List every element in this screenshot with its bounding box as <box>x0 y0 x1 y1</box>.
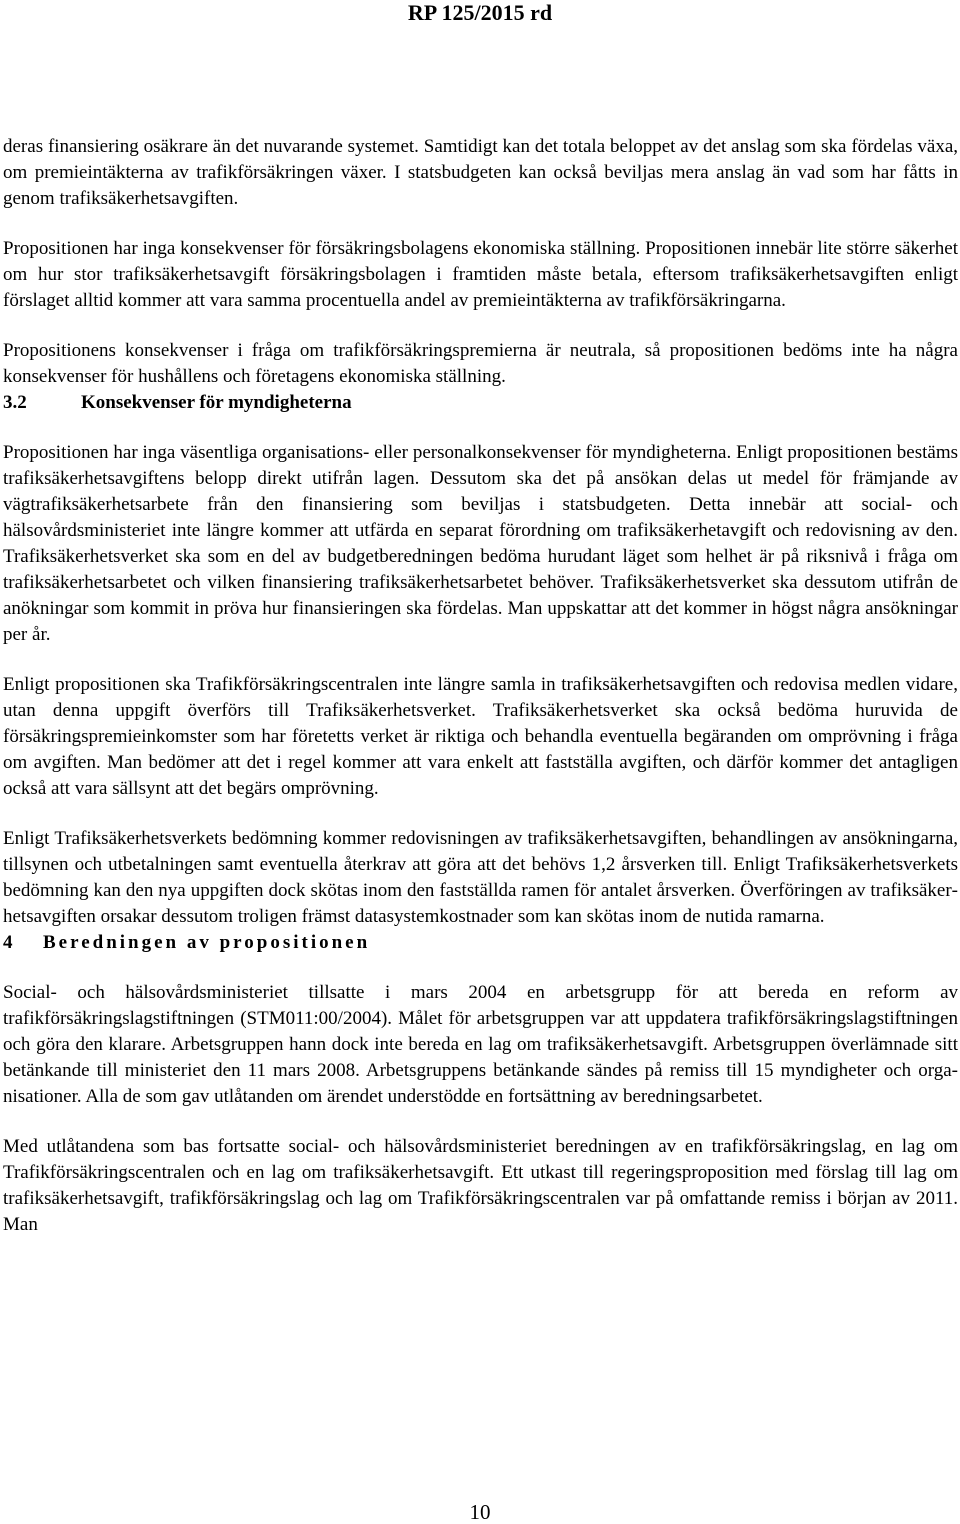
chapter-heading <box>3 930 958 956</box>
document-header <box>0 0 960 26</box>
paragraph: Propositionen har inga konsekvenser för försäkringsbolagens ekonomiska ställning. Propositionen innebär lite större säkerhet om hur stor trafiksäkerhetsavgift försäkringsbolagen i framtiden måste betala, eftersom trafiksäkerhetsavgiften enligt förslaget alltid kommer att vara samma procentuella andel av premieintäkterna av trafikförsäkringarna. <box>3 238 958 311</box>
chapter-title: Beredningen av propositionen <box>43 932 371 953</box>
page-footer <box>0 1500 960 1524</box>
paragraph: deras finansiering osäkrare än det nuvarande systemet. Samtidigt kan det totala beloppet av det anslag som ska fördelas växa, om premieintäkterna av trafikförsäkringen växer. I statsbudgeten kan också beviljas mera anslag än vad som har fåtts in genom trafiksäkerhetsavgiften. <box>3 136 958 209</box>
page-body <box>3 134 958 1238</box>
section-number: 3.2 <box>3 392 27 413</box>
paragraph: Social- och hälsovårdsministeriet tillsatte i mars 2004 en arbetsgrupp för att bereda en reform av trafikförsäkringslagstiftningen (STM011:00/2004). Målet för arbetsgruppen var att uppdatera trafikförsäkringslagstiftningen och göra den klarare. Arbetsgruppen hann dock inte bereda en lag om trafiksäkerhetsavgift. Arbetsgruppen överlämnade sitt betänkande till ministeriet den 11 mars 2008. Arbetsgruppens betänkande sändes på remiss till 15 myndigheter och organisationer. Alla de som gav utlåtanden om ärendet understödde en fortsättning av beredningsarbetet. <box>3 982 958 1107</box>
paragraph: Propositionens konsekvenser i fråga om trafikförsäkringspremierna är neutrala, så propositionen bedöms inte ha några konsekvenser för hushållens och företagens ekonomiska ställning. <box>3 340 958 387</box>
paragraph: Med utlåtandena som bas fortsatte social- och hälsovårdsministeriet beredningen av en trafikförsäkringslag, en lag om Trafikförsäkringscentralen och en lag om trafiksäkerhetsavgift. Ett utkast till regeringsproposition med förslag till lag om trafiksäkerhetsavgift, trafikförsäkringslag och lag om Trafikförsäkringscentralen var på omfattande remiss i början av 2011. Man <box>3 1136 958 1235</box>
paragraph: Propositionen har inga väsentliga organisations- eller personalkonsekvenser för myndigheterna. Enligt propositionen bestäms trafiksäkerhetsavgiftens belopp direkt utifrån lagen. Dessutom ska det på ansökan delas ut medel för främjande av vägtrafiksäkerhetsarbete från den finansiering som beviljas i statsbudgeten. Detta innebär att social- och hälsovårdsministeriet inte längre kommer att utfärda en separat förordning om trafiksäkerhetavgift och redovisning av den. Trafiksäkerhetsverket ska som en del av budgetberedningen bedöma hurudant läget som helhet är på riksnivå i fråga om trafiksäkerhetsarbetet och vilken finansiering trafiksäkerhetsarbetet behöver. Trafiksäkerhetsverket ska dessutom utifrån de anökningar som kommit in pröva hur finansieringen ska fördelas. Man uppskattar att det kommer in högst några ansökningar per år. <box>3 442 958 645</box>
section-heading <box>3 390 958 416</box>
section-title: Konsekvenser för myndigheterna <box>81 392 352 413</box>
document-title: RP 125/2015 rd <box>407 0 553 25</box>
page-number: 10 <box>469 1500 491 1524</box>
paragraph: Enligt propositionen ska Trafikförsäkringscentralen inte längre samla in trafiksäkerhetsavgiften och redovisa medlen vidare, utan denna uppgift överförs till Trafiksäkerhetsverket. Trafiksäkerhetsverket ska också bedöma huruvida de försäkringspremieinkomster som har företetts verket är riktiga och behandla eventuella begäranden om omprövning i fråga om avgiften. Man bedömer att det i regel kommer att vara enkelt att fastställa avgiften, och därför kommer det antagligen också att vara sällsynt att det begärs omprövning. <box>3 674 958 799</box>
paragraph: Enligt Trafiksäkerhetsverkets bedömning kommer redovisningen av trafiksäkerhetsavgiften, behandlingen av ansökningarna, tillsynen och utbetalningen samt eventuella återkrav att göra att det behövs 1,2 årsverken till. Enligt Trafiksäkerhetsverkets bedömning kan den nya uppgiften dock skötas inom den fastställda ramen för antalet årsverken. Överföringen av trafiksäkerhetsavgiften orsakar dessutom troligen främst datasystemkostnader som kan skötas inom de nutida ramarna. <box>3 828 958 927</box>
chapter-number: 4 <box>3 932 13 953</box>
